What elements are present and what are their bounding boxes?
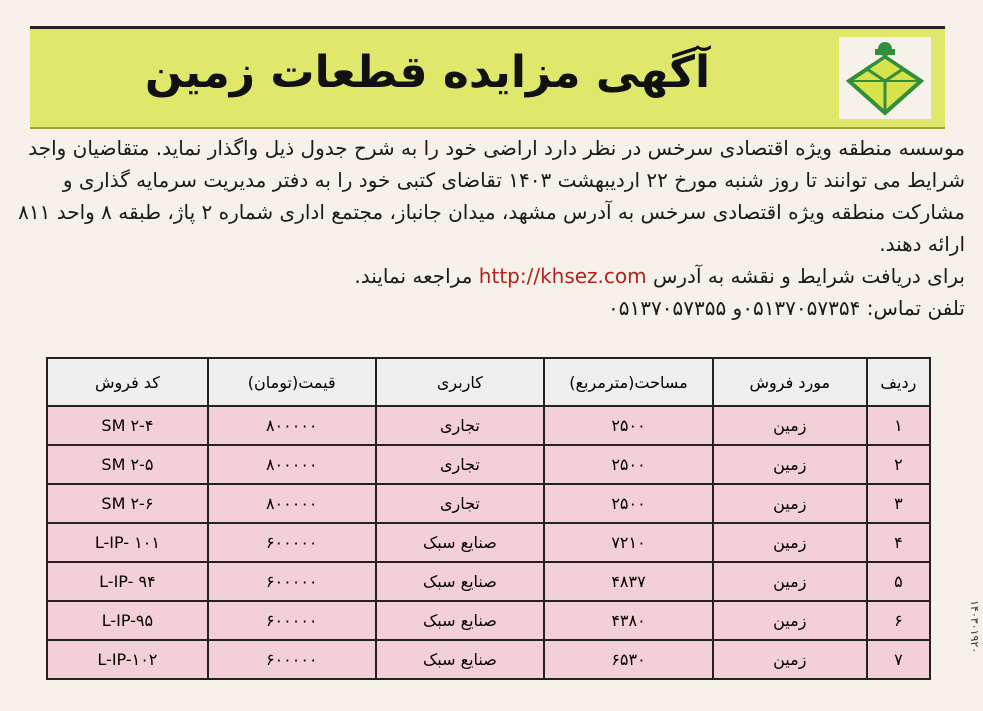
header-usage: کاربری (376, 358, 545, 406)
cell-sale-code: SM ۲-۴ (47, 406, 208, 445)
table-row (47, 445, 930, 484)
table-row (47, 523, 930, 562)
website-suffix: مراجعه نمایند. (354, 264, 473, 288)
notice-paragraph: موسسه منطقه ویژه اقتصادی سرخس در نظر دارد اراضی خود را به شرح جدول ذیل واگذار نماید. متقاضیان واجد شرایط می توانند تا روز شنبه مورخ ۲۲ اردیبهشت ۱۴۰۳ تقاضای کتبی خود را به دفتر مدیریت سرمایه گذاری و مشارکت منطقه ویژه اقتصادی سرخس به آدرس مشهد، میدان جانباز، مجتمع اداری شماره ۲ پاژ، طبقه ۸ واحد ۸۱۱ ارائه دهند. (18, 136, 965, 256)
notice-body (18, 132, 965, 324)
cell-row-number: ۳ (867, 484, 930, 523)
cell-area: ۴۳۸۰ (544, 601, 713, 640)
cell-area: ۴۸۳۷ (544, 562, 713, 601)
cell-sale-code: SM ۲-۵ (47, 445, 208, 484)
cell-item: زمین (713, 406, 867, 445)
cell-area: ۲۵۰۰ (544, 484, 713, 523)
cell-area: ۲۵۰۰ (544, 406, 713, 445)
cell-price: ۶۰۰۰۰۰ (208, 601, 376, 640)
cell-usage: صنایع سبک (376, 562, 545, 601)
cell-area: ۲۵۰۰ (544, 445, 713, 484)
cell-area: ۷۲۱۰ (544, 523, 713, 562)
header-price: قیمت(تومان) (208, 358, 376, 406)
cell-price: ۶۰۰۰۰۰ (208, 640, 376, 679)
cell-usage: صنایع سبک (376, 640, 545, 679)
table-row (47, 484, 930, 523)
cell-item: زمین (713, 640, 867, 679)
cell-item: زمین (713, 484, 867, 523)
cell-usage: تجاری (376, 406, 545, 445)
notice-title: آگهی مزایده قطعات زمین (144, 47, 711, 98)
side-reference-number: ۱۴۰۳۰۱۹۲۰ (968, 600, 981, 654)
table-row (47, 562, 930, 601)
cell-row-number: ۲ (867, 445, 930, 484)
cell-sale-code: L-IP-۱۰۲ (47, 640, 208, 679)
cell-price: ۸۰۰۰۰۰ (208, 484, 376, 523)
land-table (46, 357, 931, 680)
header-area: مساحت(مترمربع) (544, 358, 713, 406)
cell-usage: تجاری (376, 484, 545, 523)
table-row (47, 640, 930, 679)
table-row (47, 601, 930, 640)
cell-item: زمین (713, 445, 867, 484)
table-header-row (47, 358, 930, 406)
website-line (18, 260, 965, 292)
header-row-number: ردیف (867, 358, 930, 406)
cell-row-number: ۱ (867, 406, 930, 445)
cell-sale-code: L-IP- ۹۴ (47, 562, 208, 601)
phone-label: تلفن تماس: (866, 296, 965, 320)
website-prefix: برای دریافت شرایط و نقشه به آدرس (652, 264, 965, 288)
cell-sale-code: L-IP- ۱۰۱ (47, 523, 208, 562)
cell-sale-code: L-IP-۹۵ (47, 601, 208, 640)
cell-usage: صنایع سبک (376, 601, 545, 640)
table-row (47, 406, 930, 445)
cell-usage: تجاری (376, 445, 545, 484)
cell-item: زمین (713, 601, 867, 640)
cell-row-number: ۴ (867, 523, 930, 562)
cell-price: ۸۰۰۰۰۰ (208, 445, 376, 484)
cell-item: زمین (713, 562, 867, 601)
cell-item: زمین (713, 523, 867, 562)
phone-line (18, 292, 965, 324)
cell-sale-code: SM ۲-۶ (47, 484, 208, 523)
website-link[interactable]: http://khsez.com (478, 264, 647, 288)
cell-row-number: ۶ (867, 601, 930, 640)
cell-row-number: ۵ (867, 562, 930, 601)
cell-row-number: ۷ (867, 640, 930, 679)
title-banner (30, 26, 945, 129)
cell-usage: صنایع سبک (376, 523, 545, 562)
cell-price: ۶۰۰۰۰۰ (208, 562, 376, 601)
header-sale-code: کد فروش (47, 358, 208, 406)
phone-numbers: ۰۵۱۳۷۰۵۷۳۵۴و ۰۵۱۳۷۰۵۷۳۵۵ (608, 296, 861, 320)
organization-logo-icon (839, 37, 931, 119)
cell-area: ۶۵۳۰ (544, 640, 713, 679)
cell-price: ۶۰۰۰۰۰ (208, 523, 376, 562)
cell-price: ۸۰۰۰۰۰ (208, 406, 376, 445)
header-item: مورد فروش (713, 358, 867, 406)
